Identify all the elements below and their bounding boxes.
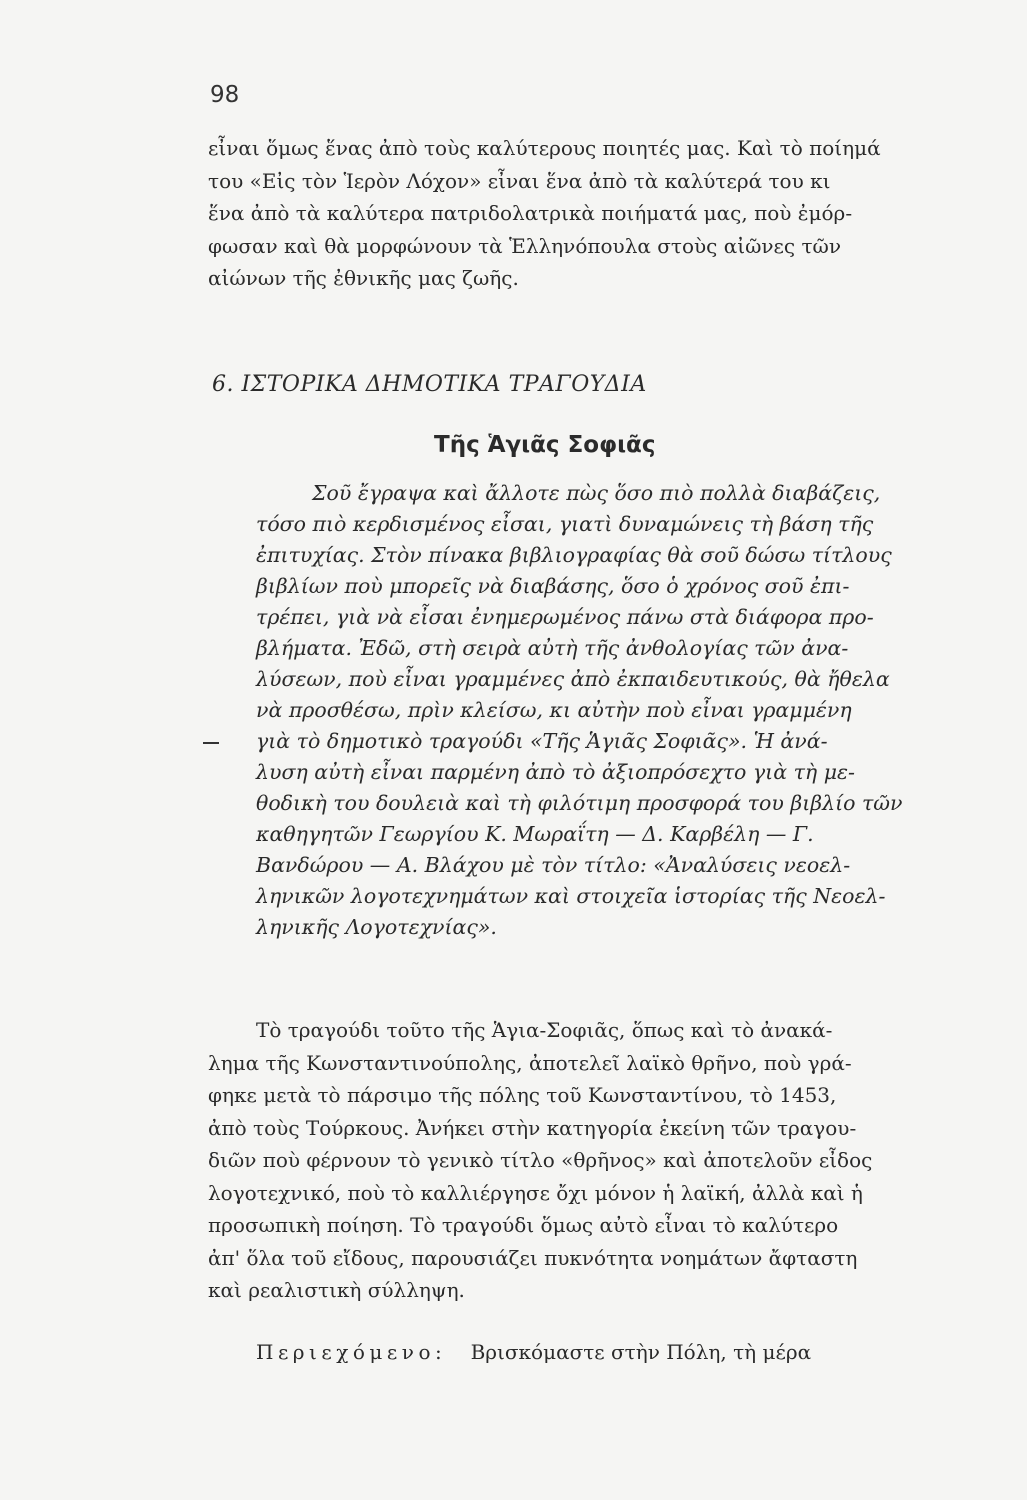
text-line: Τὸ τραγούδι τοῦτο τῆς Ἁγια-Σοφιᾶς, ὅπως καὶ τὸ ἀνακά- [256,1018,833,1042]
text-line: ληνικῆς Λογοτεχνίας». [256,915,497,939]
margin-dash-mark [203,742,219,744]
text-line: ληνικῶν λογοτεχνημάτων καὶ στοιχεῖα ἱστορίας τῆς Νεοελ- [256,884,886,908]
song-title: Τῆς Ἁγιᾶς Σοφιᾶς [434,432,656,458]
text-line: του «Εἰς τὸν Ἱερὸν Λόχον» εἶναι ἕνα ἀπὸ τὰ καλύτερά του κι [208,168,831,193]
intro-paragraph [208,132,956,295]
text-line: διῶν ποὺ φέρνουν τὸ γενικὸ τίτλο «θρῆνος» καὶ ἀποτελοῦν εἶδος [208,1148,873,1172]
text-line: ἐπιτυχίας. Στὸν πίνακα βιβλιογραφίας θὰ σοῦ δώσω τίτλους [256,543,892,567]
text-line: νὰ προσθέσω, πρὶν κλείσω, κι αὐτὴν ποὺ εἶναι γραμμένη [256,698,852,722]
section-title: 6. ΙΣΤΟΡΙΚΑ ΔΗΜΟΤΙΚΑ ΤΡΑΓΟΥΔΙΑ [212,372,647,397]
text-line: φωσαν καὶ θὰ μορφώνουν τὰ Ἑλληνόπουλα στοὺς αἰῶνες τῶν [208,233,841,258]
content-text: Βρισκόμαστε στὴν Πόλη, τὴ μέρα [470,1340,812,1364]
text-line: ἀπ' ὅλα τοῦ εἴδους, παρουσιάζει πυκνότητα νοημάτων ἄφταστη [208,1245,858,1270]
quote-paragraph [256,478,956,943]
text-line: βιβλίων ποὺ μπορεῖς νὰ διαβάσης, ὅσο ὁ χρόνος σοῦ ἐπι- [256,574,850,598]
text-line: Σοῦ ἔγραψα καὶ ἄλλοτε πὼς ὅσο πιὸ πολλὰ διαβάζεις, [312,481,881,505]
text-line: προσωπικὴ ποίηση. Τὸ τραγούδι ὅμως αὐτὸ εἶναι τὸ καλύτερο [208,1213,839,1237]
text-line: λύσεων, ποὺ εἶναι γραμμένες ἀπὸ ἐκπαιδευτικούς, θὰ ἤθελα [256,667,890,691]
text-line: καὶ ρεαλιστικὴ σύλληψη. [208,1278,465,1302]
text-line: Βανδώρου — Α. Βλάχου μὲ τὸν τίτλο: «Ἀναλύσεις νεοελ- [256,853,851,877]
page-number: 98 [210,82,240,108]
text-line: θοδικὴ του δουλειὰ καὶ τὴ φιλότιμη προσφορά του βιβλίο τῶν [256,791,903,815]
text-line: λημα τῆς Κωνσταντινούπολης, ἀποτελεῖ λαϊκὸ θρῆνο, ποὺ γρά- [208,1050,852,1075]
content-paragraph [256,1336,956,1368]
text-line: τρέπει, γιὰ νὰ εἶσαι ἐνημερωμένος πάνω στὰ διάφορα προ- [256,605,874,629]
text-line: ἀπὸ τοὺς Τούρκους. Ἀνήκει στὴν κατηγορία ἐκείνη τῶν τραγου- [208,1115,857,1140]
content-label: Περιεχόμενο: [256,1340,447,1364]
text-line: εἶναι ὅμως ἕνας ἀπὸ τοὺς καλύτερους ποιητές μας. Καὶ τὸ ποίημά [208,136,881,160]
text-line: βλήματα. Ἐδῶ, στὴ σειρὰ αὐτὴ τῆς ἀνθολογίας τῶν ἀνα- [256,636,849,660]
body-paragraph [208,1014,956,1307]
text-line: τόσο πιὸ κερδισμένος εἶσαι, γιατὶ δυναμώνεις τὴ βάση τῆς [256,512,874,536]
text-line: ἕνα ἀπὸ τὰ καλύτερα πατριδολατρικὰ ποιήματά μας, ποὺ ἐμόρ- [208,201,853,225]
text-line: γιὰ τὸ δημοτικὸ τραγούδι «Τῆς Ἁγιᾶς Σοφιᾶς». Ἡ ἀνά- [256,729,828,753]
text-line: φηκε μετὰ τὸ πάρσιμο τῆς πόλης τοῦ Κωνσταντίνου, τὸ 1453, [208,1083,837,1107]
text-line: αἰώνων τῆς ἐθνικῆς μας ζωῆς. [208,266,519,290]
text-line: λογοτεχνικό, ποὺ τὸ καλλιέργησε ὄχι μόνον ἡ λαϊκή, ἀλλὰ καὶ ἡ [208,1180,863,1205]
text-line: καθηγητῶν Γεωργίου Κ. Μωραΐτη — Δ. Καρβέλη — Γ. [256,822,814,846]
text-line: λυση αὐτὴ εἶναι παρμένη ἀπὸ τὸ ἀξιοπρόσεχτο γιὰ τὴ με- [256,760,855,784]
